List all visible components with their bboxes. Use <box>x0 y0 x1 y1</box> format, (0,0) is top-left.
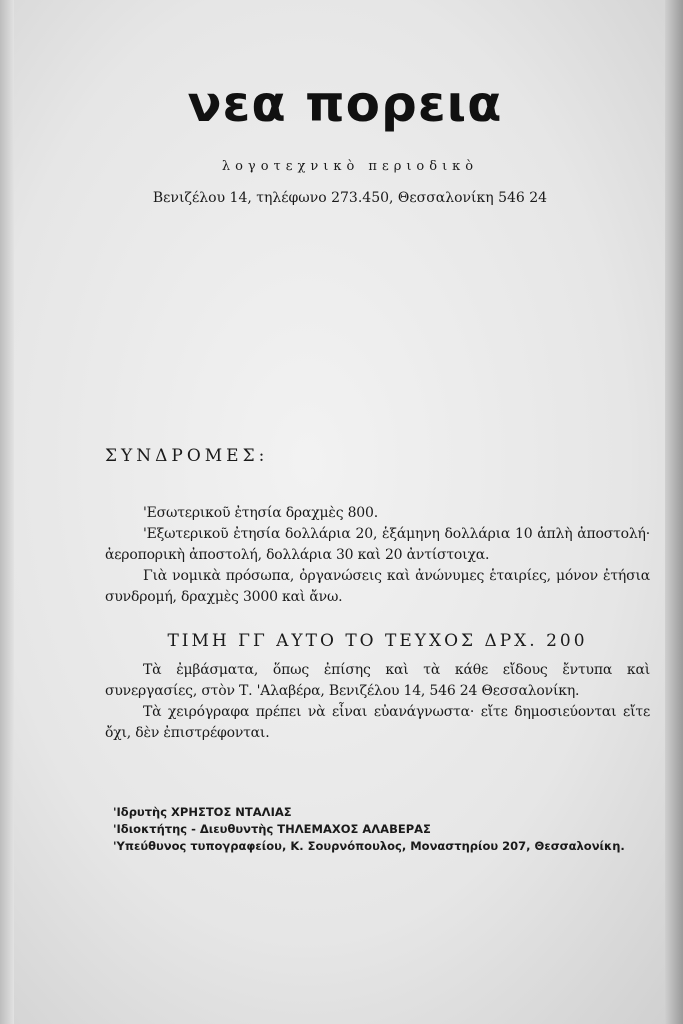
paragraph: Τὰ ἐμβάσματα, ὅπως ἐπίσης καὶ τὰ κάθε εἴδους ἔντυπα καὶ συνεργασίες, στὸν Τ. 'Αλαβέρα, Βενιζέλου 14, 546 24 Θεσσαλονίκη. <box>105 662 650 699</box>
main-content <box>105 445 650 855</box>
paragraph: 'Εξωτερικοῦ ἐτησία δολλάρια 20, ἑξάμηνη δολλάρια 10 ἁπλὴ ἀποστολή· ἀεροπορικὴ ἀποστολή, δολλάρια 30 καὶ 20 ἀντίστοιχα. <box>105 526 650 563</box>
paragraph: Τὰ χειρόγραφα πρέπει νὰ εἶναι εὐανάγνωστα· εἴτε δημοσιεύονται εἴτε ὄχι, δὲν ἐπιστρέφονται. <box>105 704 650 741</box>
subscriptions-section <box>105 503 650 608</box>
scan-edge-right <box>665 0 683 1024</box>
submissions-section <box>105 660 650 744</box>
paragraph: 'Εσωτερικοῦ ἐτησία δραχμὲς 800. <box>143 505 378 521</box>
scan-edge-left <box>0 0 14 1024</box>
subscriptions-heading: ΣΥΝΔΡΟΜΕΣ: <box>105 446 269 466</box>
founder-line: 'Ιδρυτὴς ΧΡΗΣΤΟΣ ΝΤΑΛΙΑΣ <box>113 805 292 819</box>
magazine-address: Βενιζέλου 14, τηλέφωνο 273.450, Θεσσαλονίκη 546 24 <box>152 190 548 206</box>
printer-line: 'Υπεύθυνος τυπογραφείου, Κ. Σουρνόπουλος, Μοναστηρίου 207, Θεσσαλονίκη. <box>113 839 625 853</box>
magazine-subtitle: λογοτεχνικὸ περιοδικὸ <box>221 159 479 174</box>
magazine-title: νεα πορεια <box>187 75 503 133</box>
colophon <box>113 804 650 855</box>
price-heading: ΤΙΜΗ ΓΓ ΑΥΤΟ ΤΟ ΤΕΥΧΟΣ ΔΡΧ. 200 <box>167 631 588 651</box>
owner-line: 'Ιδιοκτήτης - Διευθυντὴς ΤΗΛΕΜΑΧΟΣ ΑΛΑΒΕΡΑΣ <box>113 822 431 836</box>
paragraph: Γιὰ νομικὰ πρόσωπα, ὀργανώσεις καὶ ἀνώνυμες ἑταιρίες, μόνον ἐτήσια συνδρομή, δραχμὲς 3000 καὶ ἄνω. <box>105 568 650 605</box>
